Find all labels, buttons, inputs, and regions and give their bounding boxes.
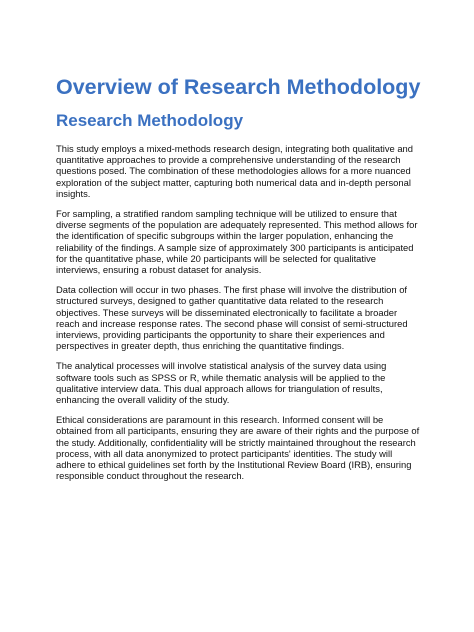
paragraph-sampling: For sampling, a stratified random sampling technique will be utilized to ensure that diverse segments of the population are adequately represented. This method allows for the identification of specific subgroups within the larger population, enhancing the reliability of the findings. A sample size of approximately 300 participants is anticipated for the quantitative phase, while 20 participants will be selected for qualitative interviews, ensuring a robust dataset for analysis. <box>56 208 418 276</box>
paragraph-analysis: The analytical processes will involve statistical analysis of the survey data using software tools such as SPSS or R, while thematic analysis will be applied to the qualitative interview data. This dual approach allows for triangulation of results, enhancing the overall validity of the study. <box>56 360 387 406</box>
document-page <box>56 74 422 481</box>
document-title: Overview of Research Methodology <box>56 75 421 99</box>
paragraph-data-collection: Data collection will occur in two phases. The first phase will involve the distribution of structured surveys, designed to gather quantitative data related to the research objectives. These surveys will be disseminated electronically to facilitate a broader reach and increase response rates. The second phase will consist of semi-structured interviews, providing participants the opportunity to share their experiences and perspectives in greater depth, thus enriching the quantitative findings. <box>56 284 408 352</box>
paragraph-ethics: Ethical considerations are paramount in this research. Informed consent will be obtained from all participants, ensuring they are aware of their rights and the purpose of the study. Additionally, confidentiality will be strictly maintained throughout the research process, with all data anonymized to protect participants' identities. The study will adhere to ethical guidelines set forth by the Institutional Review Board (IRB), ensuring responsible conduct throughout the research. <box>56 414 420 482</box>
section-heading: Research Methodology <box>56 111 244 130</box>
paragraph-research-design: This study employs a mixed-methods research design, integrating both qualitative and quantitative approaches to provide a comprehensive understanding of the research questions posed. The combination of these methodologies allows for a more nuanced exploration of the subject matter, capturing both numerical data and in-depth personal insights. <box>56 143 413 199</box>
